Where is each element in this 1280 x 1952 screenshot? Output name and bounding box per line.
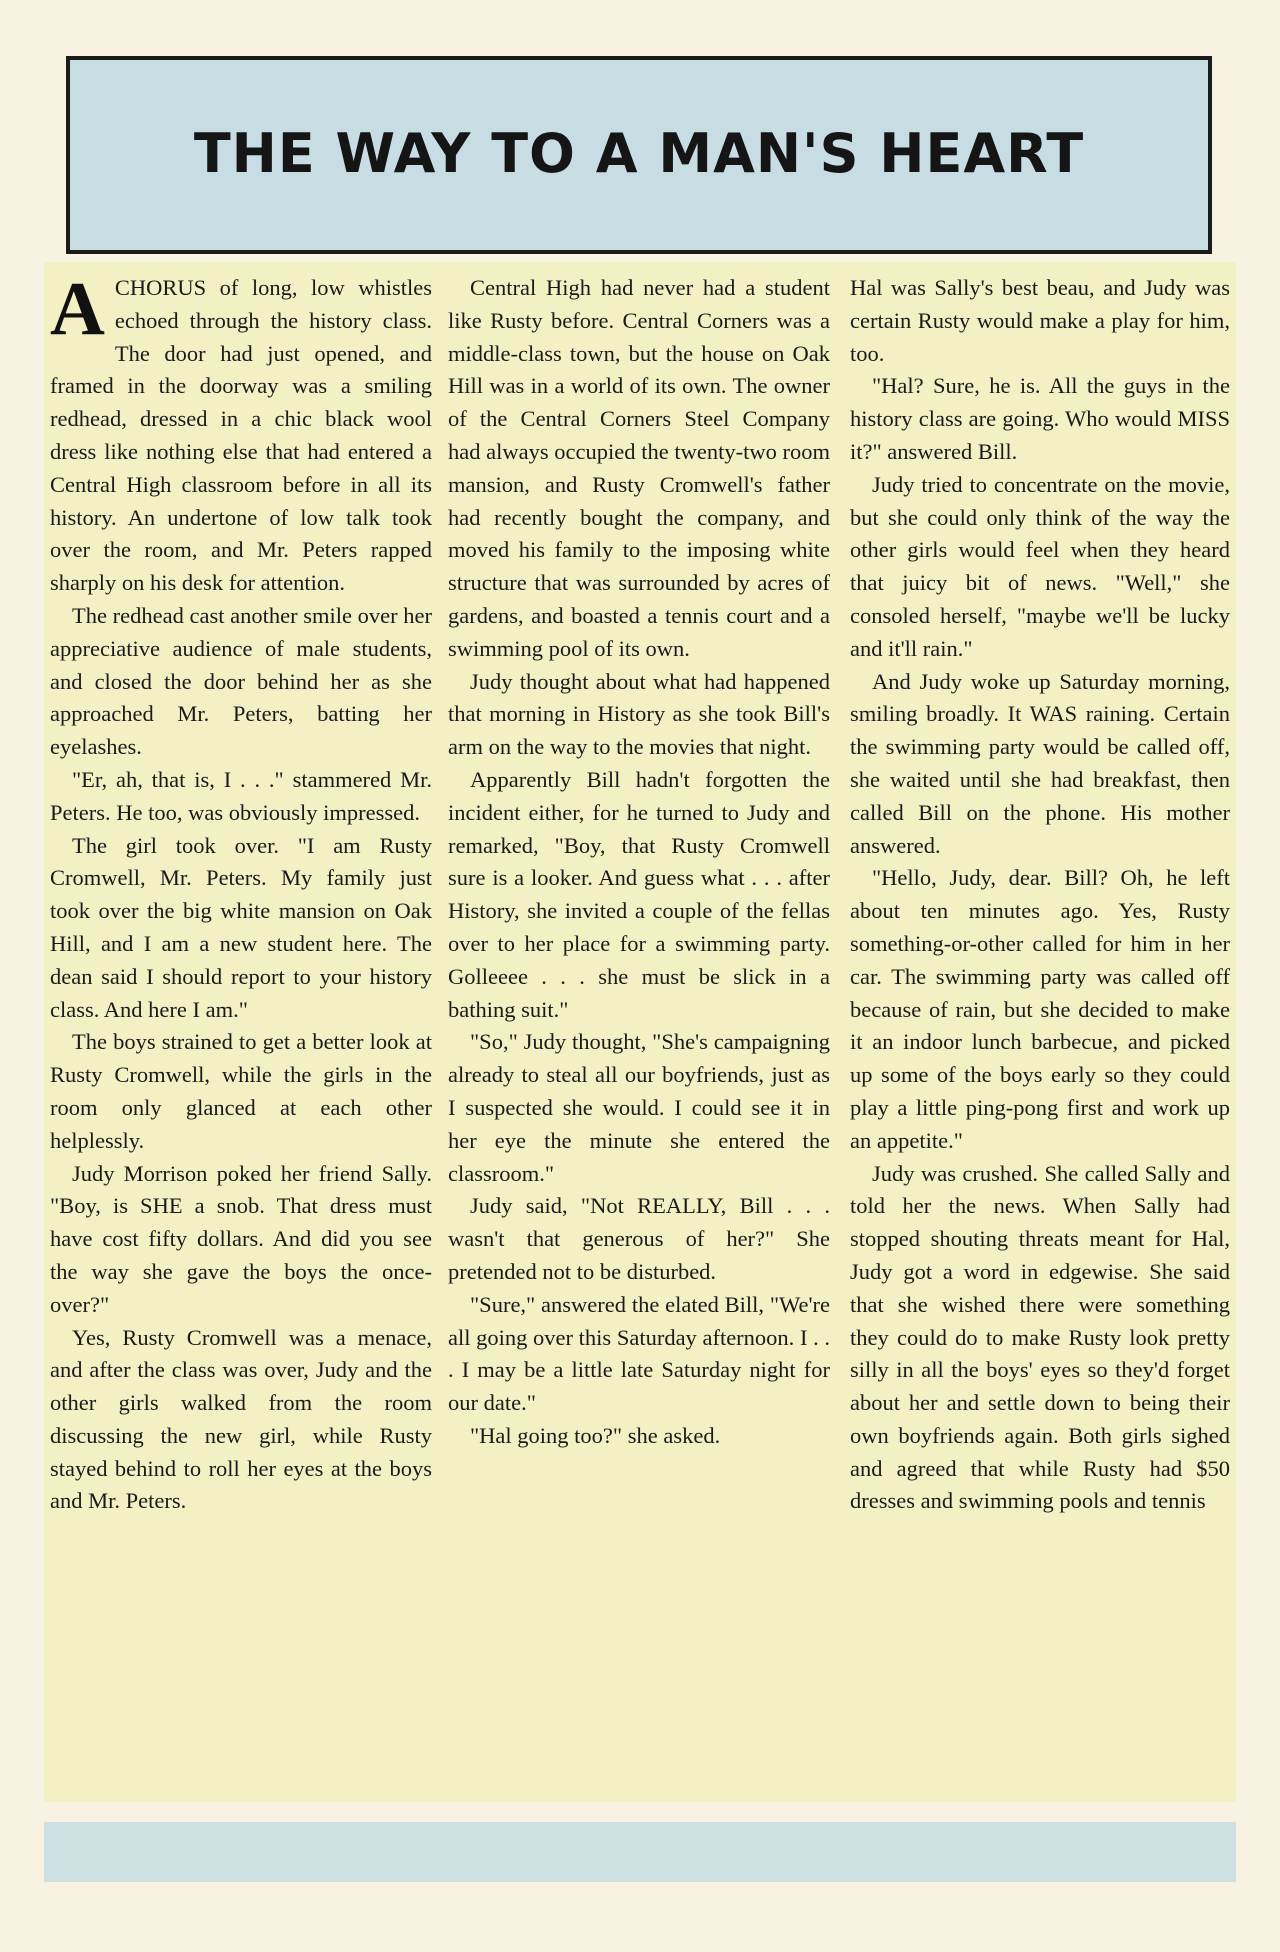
- story-column-3: [850, 272, 1230, 1812]
- paragraph: Judy said, "Not REALLY, Bill . . . wasn't that generous of her?" She pretended not to be disturbed.: [448, 1193, 830, 1284]
- paragraph: And Judy woke up Saturday morning, smiling broadly. It WAS raining. Certain the swimming party would be called off, she waited until she had breakfast, then called Bill on the phone. His mother answered.: [850, 668, 1230, 858]
- paragraph-text: CHORUS of long, low whistles echoed through the history class. The door had just opened, and framed in the doorway was a smiling redhead, dressed in a chic black wool dress like nothing else that had entered a Central High classroom before in all its history. An undertone of low talk took over the room, and Mr. Peters rapped sharply on his desk for attention.: [50, 275, 432, 596]
- paragraph: "Hal? Sure, he is. All the guys in the history class are going. Who would MISS it?" answered Bill.: [850, 373, 1230, 464]
- paragraph: "So," Judy thought, "She's campaigning already to steal all our boyfriends, just as I suspected she would. I could see it in her eye the minute she entered the classroom.": [448, 1029, 830, 1186]
- bottom-bleed-band: [44, 1822, 1236, 1882]
- story-column-1: [50, 272, 432, 1812]
- paragraph: [50, 272, 432, 600]
- paragraph: "Er, ah, that is, I . . ." stammered Mr. Peters. He too, was obviously impressed.: [50, 766, 432, 825]
- paragraph: "Hello, Judy, dear. Bill? Oh, he left about ten minutes ago. Yes, Rusty something-or-other called for him in her car. The swimming party was called off because of rain, but she decided to make it an indoor lunch barbecue, and picked up some of the boys early so they could play a little ping-pong first and work up an appetite.": [850, 865, 1230, 1153]
- drop-cap: A: [50, 272, 105, 351]
- paragraph: The boys strained to get a better look at Rusty Cromwell, while the girls in the room only glanced at each other helplessly.: [50, 1029, 432, 1153]
- paragraph: Judy was crushed. She called Sally and told her the news. When Sally had stopped shouting threats meant for Hal, Judy got a word in edgewise. She said that she wished there were something they could do to make Rusty look pretty silly in all the boys' eyes so they'd forget about her and settle down to being their own boyfriends again. Both girls sighed and agreed that while Rusty had $50 dresses and swimming pools and tennis: [850, 1160, 1230, 1514]
- paragraph: "Sure," answered the elated Bill, "We're all going over this Saturday afternoon. I . . . I may be a little late Saturday night for our date.": [448, 1291, 830, 1416]
- paragraph: The redhead cast another smile over her appreciative audience of male students, and closed the door behind her as she approached Mr. Peters, batting her eyelashes.: [50, 602, 432, 760]
- paragraph: Judy Morrison poked her friend Sally. "Boy, is SHE a snob. That dress must have cost fifty dollars. And did you see the way she gave the boys the once-over?": [50, 1160, 432, 1317]
- title-panel: [66, 56, 1212, 254]
- paragraph: Judy tried to concentrate on the movie, but she could only think of the way the other girls would feel when they heard that juicy bit of news. "Well," she consoled herself, "maybe we'll be lucky and it'll rain.": [850, 471, 1230, 661]
- paragraph: Judy thought about what had happened that morning in History as she took Bill's arm on the way to the movies that night.: [448, 668, 830, 760]
- paragraph: "Hal going too?" she asked.: [470, 1422, 721, 1448]
- paragraph: Apparently Bill hadn't forgotten the incident either, for he turned to Judy and remarked, "Boy, that Rusty Cromwell sure is a looker. And guess what . . . after History, she invited a couple of the fellas over to her place for a swimming party. Golleeee . . . she must be slick in a bathing suit.": [448, 766, 830, 1022]
- story-column-2: [448, 272, 830, 1812]
- paragraph: Central High had never had a student like Rusty before. Central Corners was a middle-class town, but the house on Oak Hill was in a world of its own. The owner of the Central Corners Steel Company had always occupied the twenty-two room mansion, and Rusty Cromwell's father had recently bought the company, and moved his family to the imposing white structure that was surrounded by acres of gardens, and boasted a tennis court and a swimming pool of its own.: [448, 275, 830, 661]
- paragraph: The girl took over. "I am Rusty Cromwell, Mr. Peters. My family just took over the big white mansion on Oak Hill, and I am a new student here. The dean said I should report to your history class. And here I am.": [50, 832, 432, 1022]
- story-title: THE WAY TO A MAN'S HEART: [193, 122, 1085, 185]
- paragraph: Yes, Rusty Cromwell was a menace, and after the class was over, Judy and the other girls walked from the room discussing the new girl, while Rusty stayed behind to roll her eyes at the boys and Mr. Peters.: [50, 1324, 432, 1514]
- paragraph: Hal was Sally's best beau, and Judy was certain Rusty would make a play for him, too.: [850, 275, 1230, 366]
